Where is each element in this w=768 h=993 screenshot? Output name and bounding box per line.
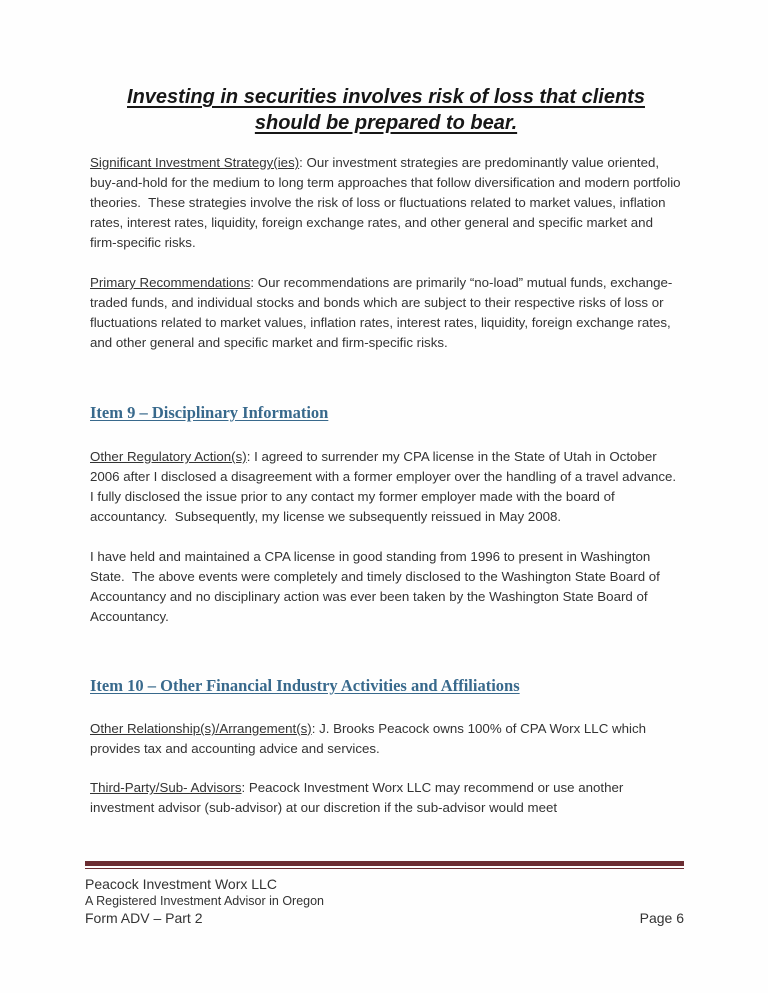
paragraph-text-subadvisors: Peacock Investment Worx LLC may recommend or use another investment advisor (sub-advisor) at our discretion if the sub-advisor would meet bbox=[90, 780, 628, 815]
paragraph-colon-relationships: : bbox=[311, 721, 320, 736]
footer-company-name: Peacock Investment Worx LLC bbox=[85, 876, 277, 892]
paragraph-label-relationships: Other Relationship(s)/Arrangement(s) bbox=[90, 721, 312, 736]
paragraph-colon-regulatory: : bbox=[246, 449, 255, 464]
paragraph-other-regulatory-actions bbox=[90, 447, 682, 527]
paragraph-colon-strategies: : bbox=[299, 155, 307, 170]
paragraph-third-party-sub-advisors bbox=[90, 778, 682, 818]
paragraph-text-history: I have held and maintained a CPA license in good standing from 1996 to present in Washington State. The above events were completely and timely disclosed to the Washington State Board of Accountancy and no disciplinary action was ever been taken by the Washington State Board of Accountancy. bbox=[90, 549, 663, 624]
paragraph-colon-subadvisors: : bbox=[241, 780, 249, 795]
paragraph-label-recommendations: Primary Recommendations bbox=[90, 275, 251, 290]
paragraph-primary-recommendations bbox=[90, 273, 682, 353]
paragraph-text-strategies: Our investment strategies are predominantly value oriented, buy-and-hold for the medium to long term approaches that follow diversification and modern portfolio theories. These strategies involve the risk of loss or fluctuations related to market values, inflation rates, interest rates, liquidity, foreign exchange rates, and other general and specific market and firm-specific risks. bbox=[90, 155, 685, 250]
paragraph-cpa-license-history bbox=[90, 547, 682, 627]
footer-form-label: Form ADV – Part 2 bbox=[85, 910, 203, 926]
footer-rule bbox=[85, 861, 684, 869]
paragraph-label-subadvisors: Third-Party/Sub- Advisors bbox=[90, 780, 242, 795]
footer-page-number: Page 6 bbox=[639, 910, 684, 926]
footer-registration-line: A Registered Investment Advisor in Oregon bbox=[85, 894, 325, 908]
page-title bbox=[90, 84, 682, 136]
heading-item-10: Item 10 – Other Financial Industry Activities and Affiliations bbox=[90, 676, 520, 695]
paragraph-significant-strategies bbox=[90, 153, 685, 253]
paragraph-text-recommendations: Our recommendations are primarily “no-load” mutual funds, exchange-traded funds, and individual stocks and bonds which are subject to their respective risks of loss or fluctuations related to market values, inflation rates, interest rates, liquidity, foreign exchange rates, and other general and specific market and firm-specific risks. bbox=[90, 275, 675, 350]
paragraph-text-regulatory: I agreed to surrender my CPA license in the State of Utah in October 2006 after I disclosed a disagreement with a former employer over the handling of a travel advance. I fully disclosed the issue prior to any contact my former employer made with the board of accountancy. Subsequently, my license we subsequently reissued in May 2008. bbox=[90, 449, 684, 524]
paragraph-text-relationships: J. Brooks Peacock owns 100% of CPA Worx LLC which provides tax and accounting advice and services. bbox=[90, 721, 650, 756]
paragraph-other-relationships bbox=[90, 719, 682, 759]
paragraph-label-strategies: Significant Investment Strategy(ies) bbox=[90, 155, 300, 170]
page-title-line-1: Investing in securities involves risk of loss that clients bbox=[127, 86, 645, 108]
page-footer bbox=[85, 861, 684, 927]
footer-form-row bbox=[85, 910, 684, 927]
paragraph-colon-recommendations: : bbox=[250, 275, 258, 290]
page-title-line-2: should be prepared to bear. bbox=[254, 112, 518, 134]
heading-item-9: Item 9 – Disciplinary Information bbox=[90, 403, 329, 422]
paragraph-label-regulatory: Other Regulatory Action(s) bbox=[90, 449, 247, 464]
